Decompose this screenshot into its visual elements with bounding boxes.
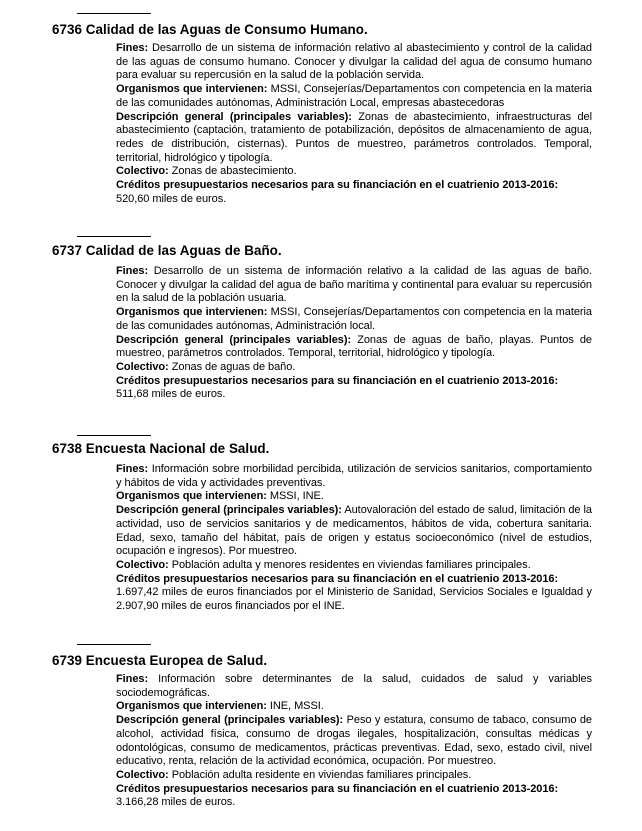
fines-paragraph bbox=[116, 463, 592, 490]
fines-label: Fines: bbox=[116, 265, 149, 277]
descripcion-label: Descripción general (principales variables): bbox=[116, 504, 342, 517]
descripcion-text: Autovaloración del estado de salud, limitación de la actividad, uso de servicios sanitarios y de medicamentos, hábitos de vida, cobertura sanitaria. Edad, sexo, tamaño del hábitat, país de origen y estatus socioeconómico (nivel de estudios, ocupación e ingresos). Por muestreo. bbox=[116, 504, 592, 558]
descripcion-label: Descripción general (principales variables): bbox=[116, 714, 344, 727]
entry-title: 6739 Encuesta Europea de Salud. bbox=[52, 653, 268, 668]
colectivo-label: Colectivo: bbox=[116, 768, 169, 781]
fines-paragraph bbox=[116, 673, 592, 700]
organismos-label: Organismos que intervienen: bbox=[116, 700, 267, 713]
creditos-paragraph bbox=[116, 573, 592, 587]
separator-rule bbox=[77, 236, 151, 237]
organismos-paragraph bbox=[116, 700, 592, 714]
descripcion-paragraph bbox=[116, 714, 592, 769]
entry-title: 6736 Calidad de las Aguas de Consumo Humano. bbox=[52, 22, 368, 37]
creditos-value: 520,60 miles de euros. bbox=[116, 192, 227, 205]
descripcion-paragraph bbox=[116, 504, 592, 559]
creditos-paragraph bbox=[116, 179, 592, 193]
organismos-paragraph bbox=[116, 490, 592, 504]
organismos-text: INE, MSSI. bbox=[269, 700, 324, 713]
colectivo-paragraph bbox=[116, 769, 592, 783]
entry-title: 6738 Encuesta Nacional de Salud. bbox=[52, 441, 270, 456]
descripcion-text: Zonas de aguas de baño, playas. Puntos de muestreo, parámetros controlados. Temporal, territorial, hidrológico y tipología. bbox=[116, 333, 592, 360]
descripcion-paragraph bbox=[116, 111, 592, 166]
separator-rule bbox=[77, 435, 151, 436]
organismos-label: Organismos que intervienen: bbox=[116, 306, 268, 319]
fines-text: Desarrollo de un sistema de información relativo al abastecimiento y control de la calidad de las aguas de consumo humano. Conocer y divulgar la calidad del agua de consumo humano para evaluar su repercusión en la salud de la población servida. bbox=[116, 42, 592, 82]
fines-paragraph bbox=[116, 265, 592, 306]
fines-paragraph bbox=[116, 42, 592, 83]
entry-body bbox=[116, 265, 592, 402]
descripcion-label: Descripción general (principales variables): bbox=[116, 110, 352, 123]
entry-title: 6737 Calidad de las Aguas de Baño. bbox=[52, 243, 282, 258]
organismos-text: MSSI, INE. bbox=[269, 490, 324, 503]
colectivo-text: Población adulta y menores residentes en viviendas familiares principales. bbox=[171, 558, 531, 571]
creditos-label: Créditos presupuestarios necesarios para su financiación en el cuatrienio 2013-2016: bbox=[116, 374, 559, 387]
creditos-paragraph bbox=[116, 783, 592, 797]
creditos-value: 3.166,28 miles de euros. bbox=[116, 796, 236, 809]
organismos-paragraph bbox=[116, 83, 592, 110]
colectivo-paragraph bbox=[116, 559, 592, 573]
separator-rule bbox=[77, 644, 151, 645]
fines-label: Fines: bbox=[116, 463, 149, 475]
descripcion-text: Zonas de abastecimiento, infraestructuras del abastecimiento (captación, tratamiento de potabilización, depósitos de almacenamiento de agua, redes de distribución, cisternas). Puntos de muestreo, parámetros controlados. Temporal, territorial, hidrológico y tipología. bbox=[116, 110, 592, 164]
fines-text: Desarrollo de un sistema de información relativo a la calidad de las aguas de baño. Conocer y divulgar la calidad del agua de baño marítima y continental para evaluar su repercusión en la salud de la población usuaria. bbox=[116, 265, 592, 305]
creditos-label: Créditos presupuestarios necesarios para su financiación en el cuatrienio 2013-2016: bbox=[116, 572, 559, 585]
descripcion-paragraph bbox=[116, 334, 592, 361]
colectivo-paragraph bbox=[116, 165, 592, 179]
creditos-value: 1.697,42 miles de euros financiados por el Ministerio de Sanidad, Servicios Sociales e Igualdad y 2.907,90 miles de euros financiados por el INE. bbox=[116, 586, 592, 613]
organismos-paragraph bbox=[116, 306, 592, 333]
organismos-label: Organismos que intervienen: bbox=[116, 83, 268, 96]
colectivo-text: Población adulta residente en viviendas familiares principales. bbox=[171, 768, 472, 781]
descripcion-text: Peso y estatura, consumo de tabaco, consumo de alcohol, actividad física, consumo de drogas ilegales, hospitalización, consultas médicas y odontológicas, consumo de medicamentos, prácticas preventivas. Edad, sexo, estado civil, nivel educativo, renta, relación de la actividad económica, ocupación. Por muestreo. bbox=[116, 714, 592, 768]
colectivo-text: Zonas de aguas de baño. bbox=[171, 360, 296, 373]
colectivo-label: Colectivo: bbox=[116, 165, 169, 178]
descripcion-label: Descripción general (principales variables): bbox=[116, 333, 352, 346]
creditos-paragraph bbox=[116, 375, 592, 389]
creditos-label: Créditos presupuestarios necesarios para su financiación en el cuatrienio 2013-2016: bbox=[116, 782, 559, 795]
entry-body bbox=[116, 463, 592, 614]
creditos-label: Créditos presupuestarios necesarios para su financiación en el cuatrienio 2013-2016: bbox=[116, 179, 559, 192]
entry-body bbox=[116, 673, 592, 810]
fines-text: Información sobre morbilidad percibida, utilización de servicios sanitarios, comportamiento y hábitos de vida y actividades preventivas. bbox=[116, 463, 592, 489]
organismos-text: MSSI, Consejerías/Departamentos con competencia en la materia de las comunidades autónomas, Administración local. bbox=[116, 306, 592, 332]
colectivo-text: Zonas de abastecimiento. bbox=[171, 165, 297, 178]
fines-label: Fines: bbox=[116, 42, 149, 54]
fines-text: Información sobre determinantes de la salud, cuidados de salud y variables sociodemográficas. bbox=[116, 673, 592, 699]
organismos-text: MSSI, Consejerías/Departamentos con competencia en la materia de las comunidades autónomas, Administración Local, empresas abastecedoras bbox=[116, 83, 592, 109]
organismos-label: Organismos que intervienen: bbox=[116, 490, 267, 503]
entry-body bbox=[116, 42, 592, 206]
fines-label: Fines: bbox=[116, 673, 149, 685]
colectivo-label: Colectivo: bbox=[116, 360, 169, 373]
colectivo-label: Colectivo: bbox=[116, 558, 169, 571]
separator-rule bbox=[77, 13, 151, 14]
colectivo-paragraph bbox=[116, 361, 592, 375]
creditos-value: 511,68 miles de euros. bbox=[116, 388, 226, 401]
